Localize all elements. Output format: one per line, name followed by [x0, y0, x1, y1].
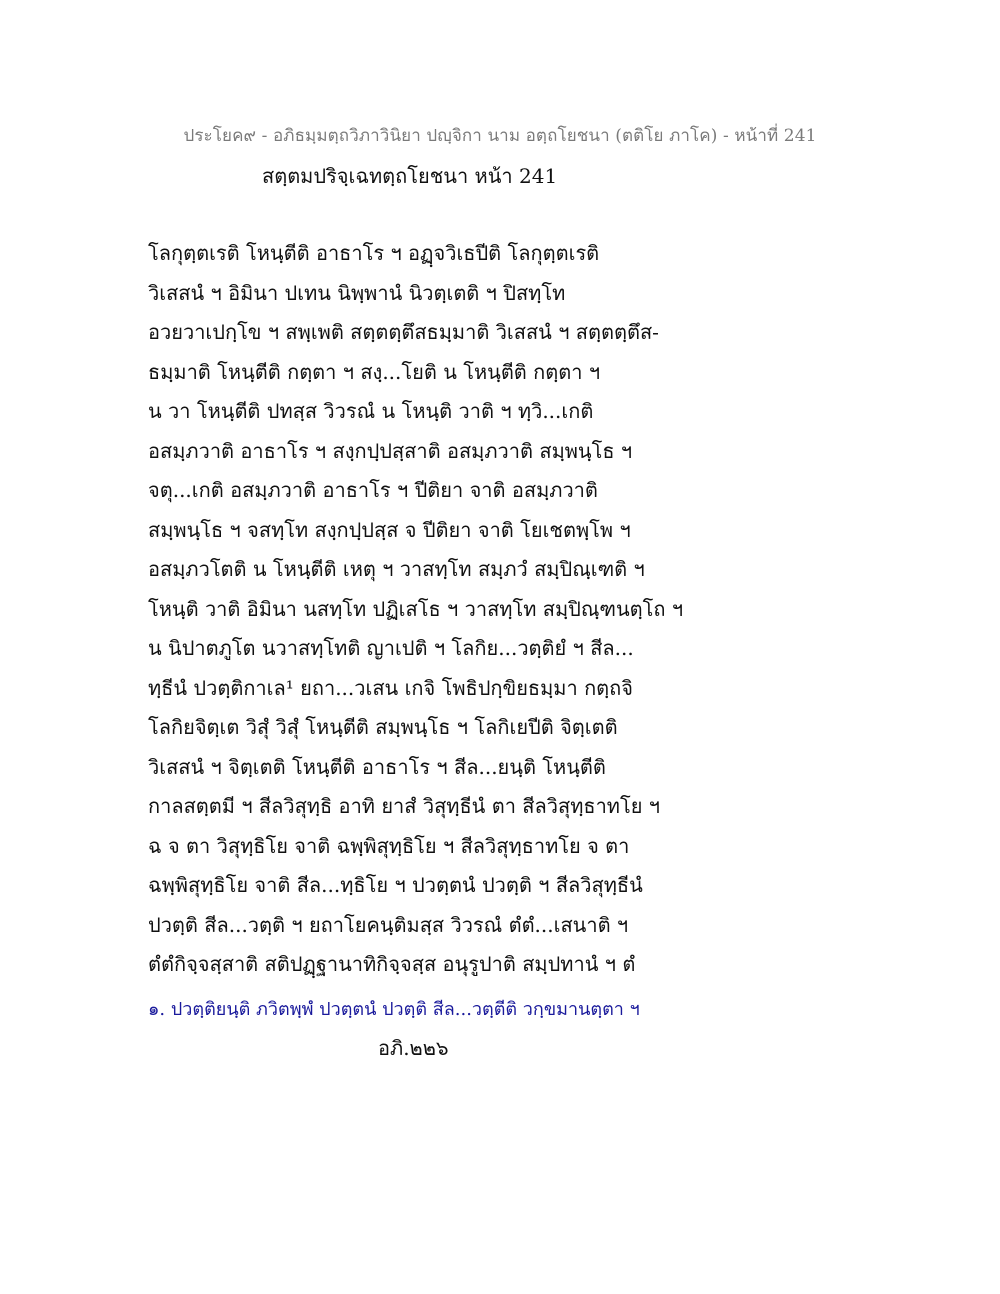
text-line: ฉ จ ตา วิสุทฺธิโย จาติ ฉพฺพิสุทฺธิโย ฯ สีลวิสุทฺธาทโย จ ตา: [148, 833, 630, 858]
body-text: [148, 235, 748, 986]
text-line: อสมฺภวาติ อาธาโร ฯ สงฺกปฺปสฺสาติ อสมฺภวาติ สมฺพนฺโธ ฯ: [148, 438, 633, 463]
text-line: วิเสสนํ ฯ อิมินา ปเทน นิพฺพานํ นิวตฺเตติ ฯ ปิสทฺโท: [148, 280, 566, 305]
text-line: ทฺธีนํ ปวตฺติกาเล¹ ยถา...วเสน เกจิ โพธิปกฺขิยธมฺมา กตฺถจิ: [148, 675, 633, 700]
text-line: อวยวาเปกฺโข ฯ สพฺเพติ สตฺตตฺตึสธมฺมาติ วิเสสนํ ฯ สตฺตตฺตึส-: [148, 320, 659, 344]
text-line: กาลสตฺตมี ฯ สีลวิสุทฺธิ อาทิ ยาสํ วิสุทฺธีนํ ตา สีลวิสุทฺธาทโย ฯ: [148, 794, 661, 818]
running-header: ประโยค๙ - อภิธมฺมตฺถวิภาวินิยา ปญฺจิกา นาม อตฺถโยชนา (ตติโย ภาโค) - หน้าที่ 241: [183, 126, 817, 146]
text-line: ธมฺมาติ โหนฺตีติ กตฺตา ฯ สงฺ...โยติ น โหนฺตีติ กตฺตา ฯ: [148, 359, 601, 384]
text-line: ฉพฺพิสุทฺธิโย จาติ สีล...ทฺธิโย ฯ ปวตฺตนํ ปวตฺติ ฯ สีลวิสุทฺธีนํ: [148, 873, 643, 897]
section-title: สตฺตมปริจฺเฉทตฺถโยชนา หน้า 241: [262, 164, 558, 188]
text-line: สมฺพนฺโธ ฯ จสทฺโท สงฺกปฺปสฺส จ ปีติยา จาติ โยเชตพฺโพ ฯ: [148, 517, 631, 542]
text-line: อสมฺภวโตติ น โหนฺตีติ เหตุ ฯ วาสทฺโท สมฺภวํ สมฺปิณฺเฑติ ฯ: [148, 557, 645, 581]
text-line: ปวตฺติ สีล...วตฺติ ฯ ยถาโยคนฺติมสฺส วิวรณํ ตํตํ...เสนาติ ฯ: [148, 912, 629, 937]
text-line: วิเสสนํ ฯ จิตฺเตติ โหนฺตีติ อาธาโร ฯ สีล...ยนฺติ โหนฺตีติ: [148, 754, 606, 779]
page-reference: อภิ.๒๒๖: [378, 1036, 449, 1060]
text-line: น วา โหนฺตีติ ปทสฺส วิวรณํ น โหนฺติ วาติ ฯ ทฺวิ...เกติ: [148, 399, 594, 423]
text-line: โหนฺติ วาติ อิมินา นสทฺโท ปฏิเสโธ ฯ วาสทฺโท สมฺปิณฺฑนตฺโถ ฯ: [148, 596, 684, 621]
text-line: โลกุตฺตเรติ โหนฺตีติ อาธาโร ฯ อฏฺจวิเธปีติ โลกุตฺตเรติ: [148, 241, 600, 265]
text-line: โลกิยจิตฺเต วิสุํ วิสุํ โหนฺตีติ สมฺพนฺโธ ฯ โลกิเยปีติ จิตฺเตติ: [148, 715, 618, 739]
text-line: น นิปาตภูโต นวาสทฺโทติ ญาเปติ ฯ โลกิย...วตฺติยํ ฯ สีล...: [148, 636, 634, 660]
text-line: จตุ...เกติ อสมฺภวาติ อาธาโร ฯ ปีติยา จาติ อสมฺภวาติ: [148, 478, 598, 502]
footnote: ๑. ปวตฺติยนฺติ ภวิตพฺพํ ปวตฺตนํ ปวตฺติ สีล...วตฺตีติ วกฺขมานตฺตา ฯ: [148, 999, 640, 1020]
text-line: ตํตํกิจฺจสฺสาติ สติปฏฺฐานาทิกิจฺจสฺส อนุรูปาติ สมฺปทานํ ฯ ตํ: [148, 952, 636, 976]
